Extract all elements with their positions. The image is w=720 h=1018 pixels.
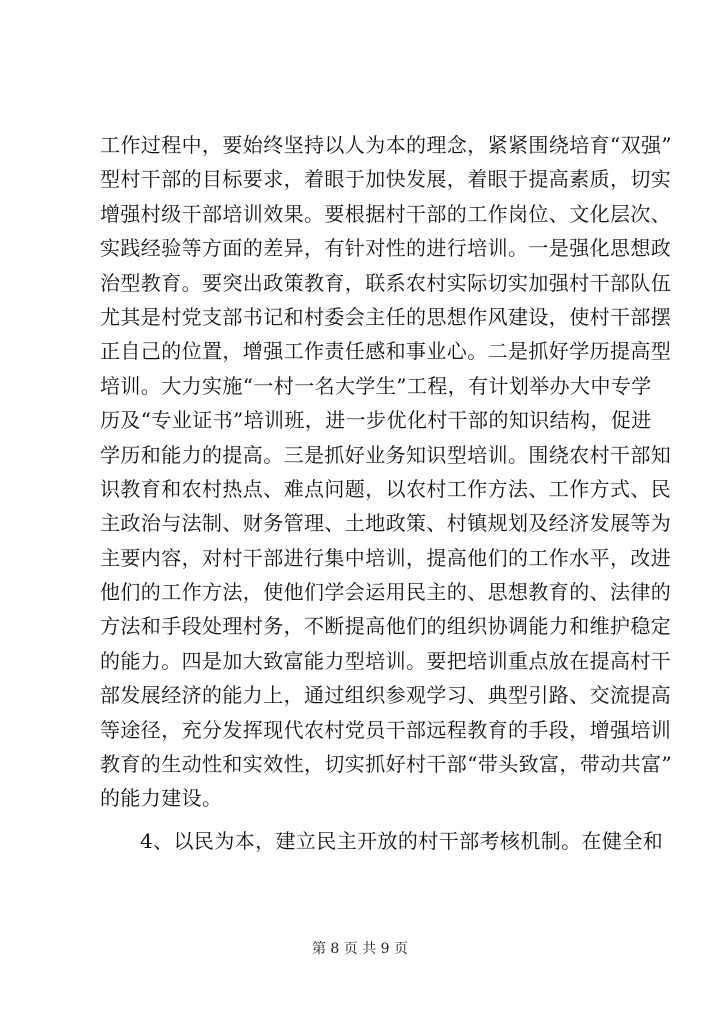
text-line: 的能力建设。: [100, 786, 223, 811]
text-line: 学历和能力的提高。三是抓好业务知识型培训。围绕农村干部知: [100, 442, 672, 467]
text-line: 尤其是村党支部书记和村委会主任的思想作风建设，使村干部摆: [100, 304, 672, 329]
text-line: 型村干部的目标要求，着眼于加快发展，着眼于提高素质，切实: [100, 167, 672, 192]
text-line: 主政治与法制、财务管理、土地政策、村镇规划及经济发展等为: [100, 511, 672, 536]
text-line: 培训。大力实施“一村一名大学生”工程，有计划举办大中专学: [100, 373, 652, 398]
text-line: 增强村级干部培训效果。要根据村干部的工作岗位、文化层次、: [100, 201, 672, 226]
text-line: 他们的工作方法，使他们学会运用民主的、思想教育的、法律的: [100, 580, 672, 605]
page-number-label: 第 8 页 共 9 页: [311, 941, 409, 957]
paragraph-2: [100, 824, 664, 858]
paragraph-1: [100, 128, 673, 816]
text-line: 主要内容，对村干部进行集中培训，提高他们的工作水平，改进: [100, 545, 672, 570]
text-line: 的能力。四是加大致富能力型培训。要把培训重点放在提高村干: [100, 648, 672, 673]
text-line: 教育的生动性和实效性，切实抓好村干部“带头致富，带动共富”: [100, 752, 673, 777]
paragraph-gap: [100, 816, 640, 824]
text-line: 实践经验等方面的差异，有针对性的进行培训。一是强化思想政: [100, 236, 672, 261]
text-line: 识教育和农村热点、难点问题，以农村工作方法、工作方式、民: [100, 476, 672, 501]
text-line: 工作过程中，要始终坚持以人为本的理念，紧紧围绕培育“双强”: [100, 133, 673, 157]
text-line: 4、以民为本，建立民主开放的村干部考核机制。在健全和: [140, 828, 664, 853]
text-line: 部发展经济的能力上，通过组织参观学习、典型引路、交流提高: [100, 683, 672, 708]
text-line: 等途径，充分发挥现代农村党员干部远程教育的手段，增强培训: [100, 717, 672, 742]
text-line: 历及“专业证书”培训班，进一步优化村干部的知识结构，促进: [100, 408, 652, 433]
page-footer: [0, 938, 720, 958]
text-line: 治型教育。要突出政策教育，联系农村实际切实加强村干部队伍: [100, 270, 672, 295]
body-text: [100, 128, 673, 858]
text-line: 正自己的位置，增强工作责任感和事业心。二是抓好学历提高型: [100, 339, 672, 364]
text-line: 方法和手段处理村务，不断提高他们的组织协调能力和维护稳定: [100, 614, 672, 639]
